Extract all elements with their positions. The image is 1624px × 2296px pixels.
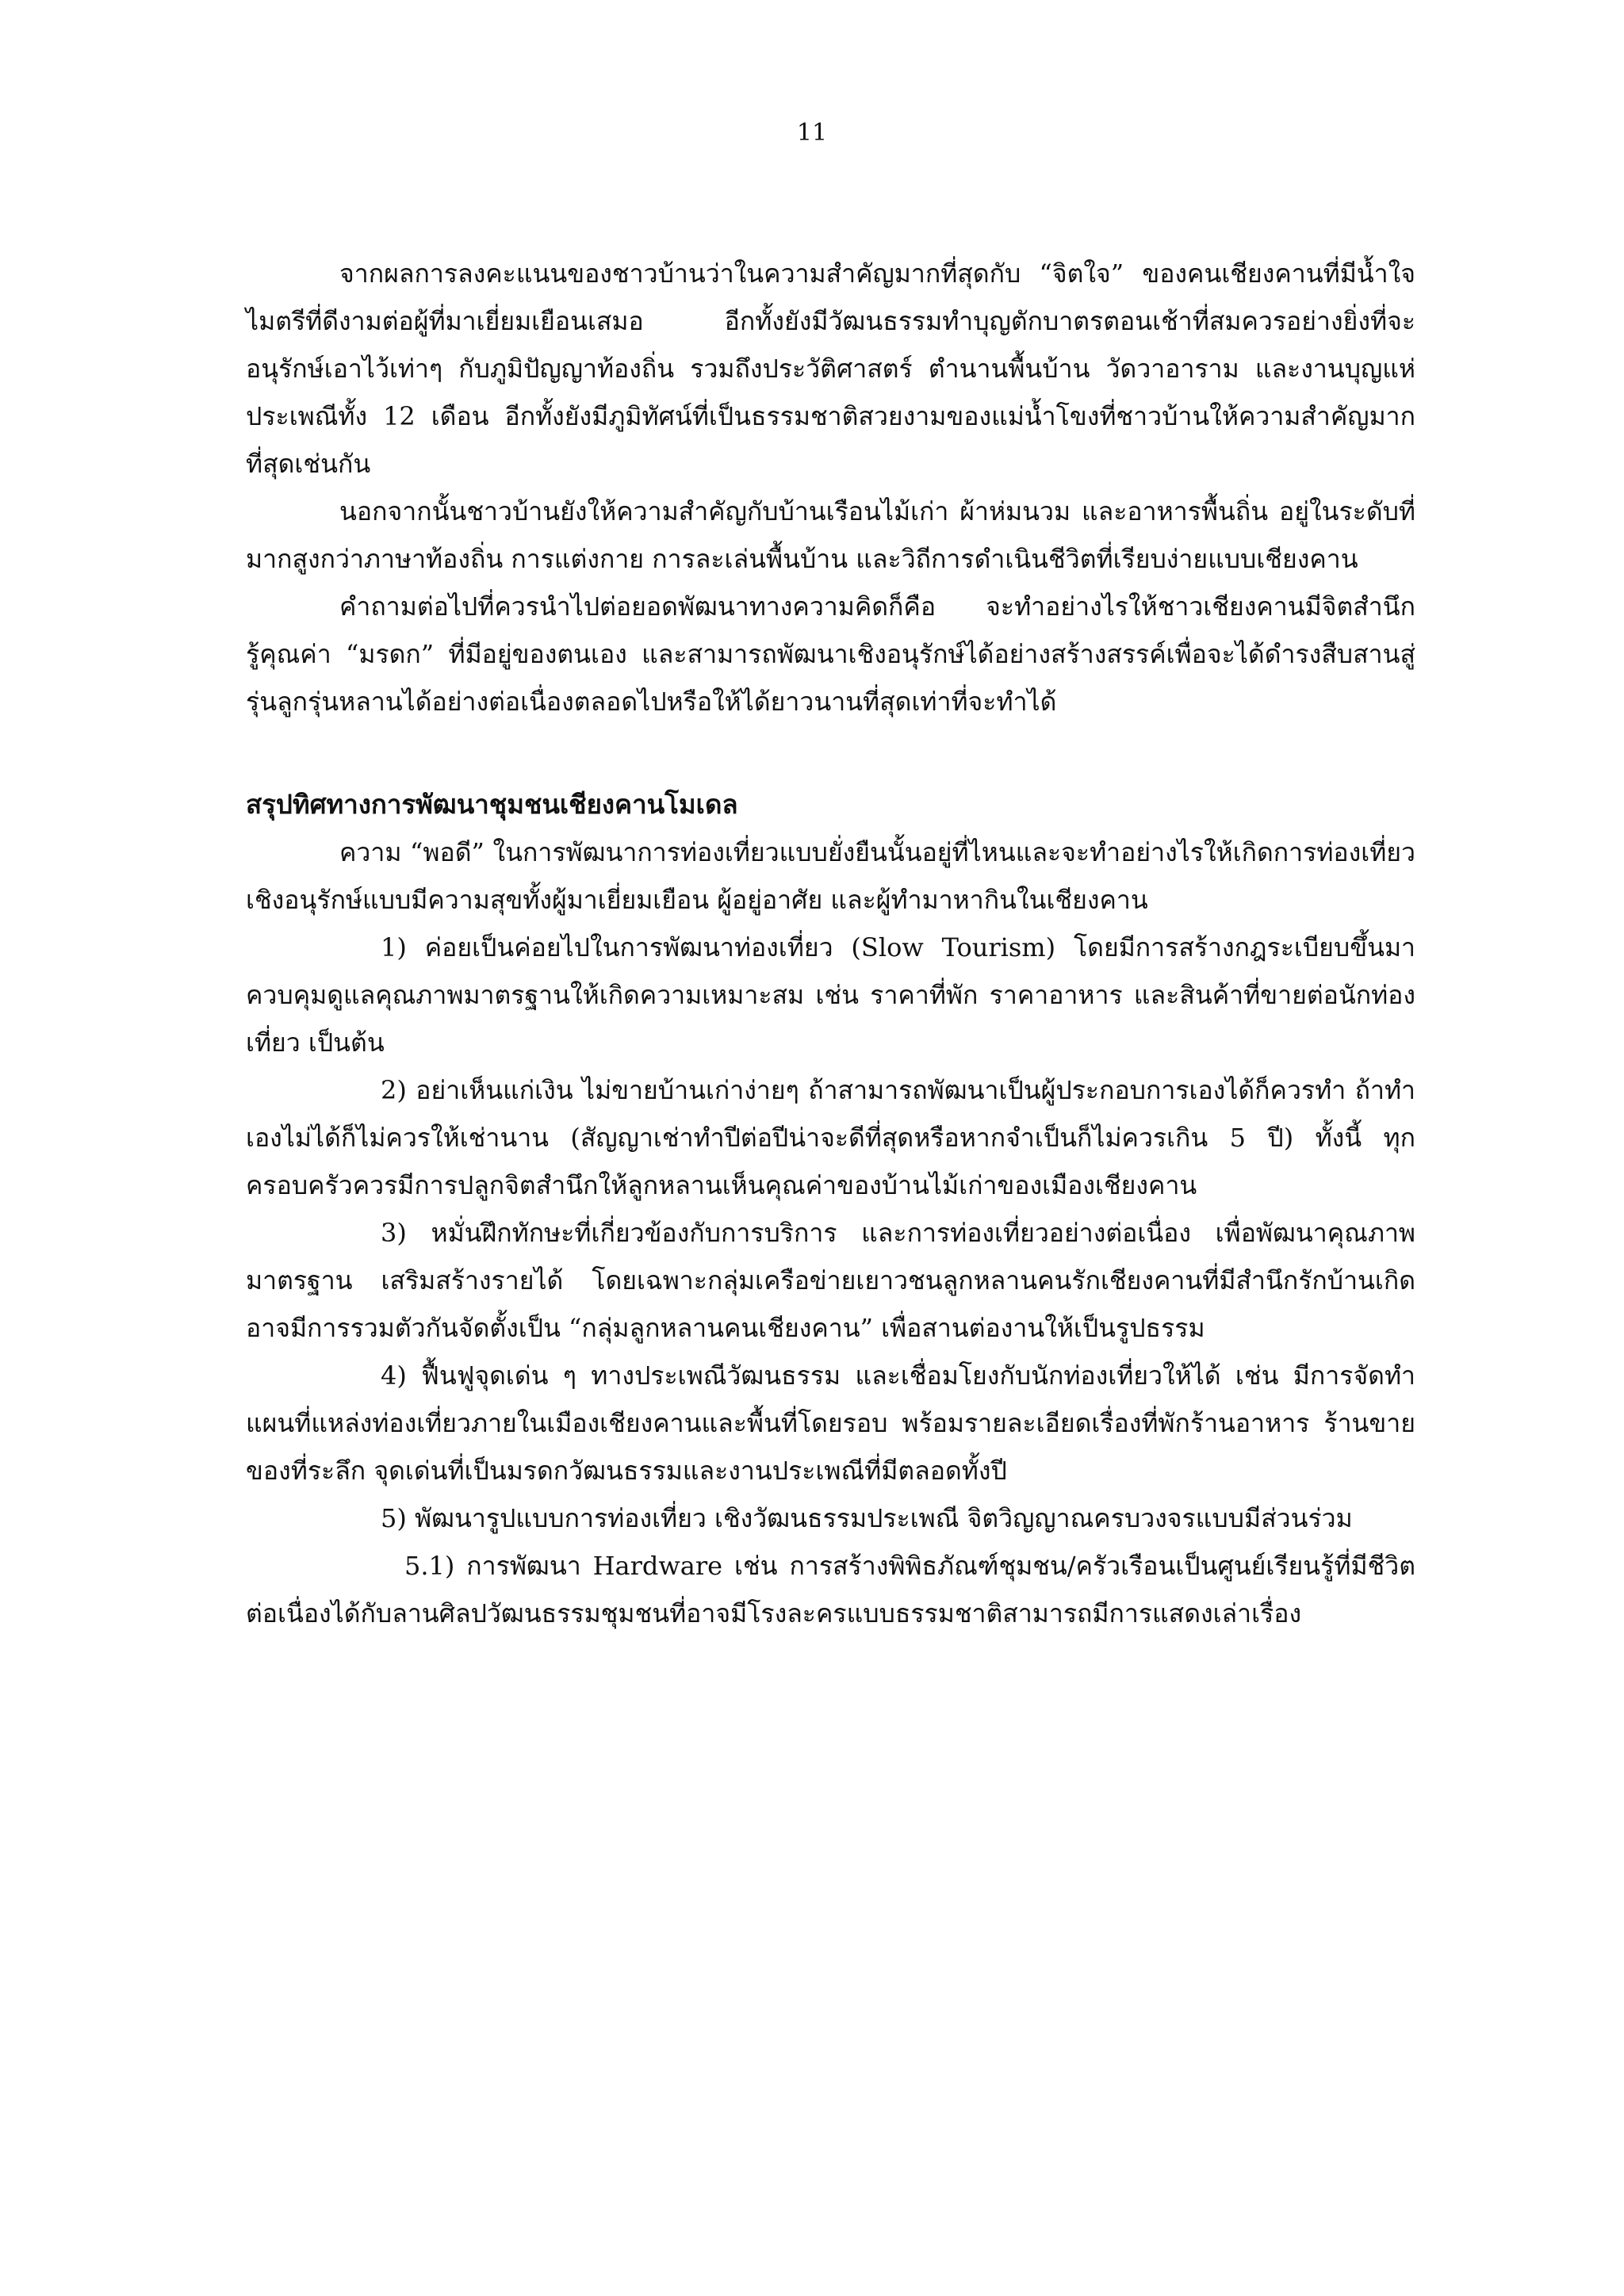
paragraph: นอกจากนั้นชาวบ้านยังให้ความสำคัญกับบ้านเรือนไม้เก่า ผ้าห่มนวม และอาหารพื้นถิ่น อยู่ในระดับที่มากสูงกว่าภาษาท้องถิ่น การแต่งกาย การละเล่นพื้นบ้าน และวิถีการดำเนินชีวิตที่เรียบง่ายแบบเชียงคาน <box>246 496 1415 574</box>
list-item: 3) หมั่นฝึกทักษะที่เกี่ยวข้องกับการบริการ และการท่องเที่ยวอย่างต่อเนื่อง เพื่อพัฒนาคุณภาพมาตรฐาน เสริมสร้างรายได้ โดยเฉพาะกลุ่มเครือข่ายเยาวชนลูกหลานคนรักเชียงคานที่มีสำนึกรักบ้านเกิดอาจมีการรวมตัวกันจัดตั้งเป็น “กลุ่มลูกหลานคนเชียงคาน” เพื่อสานต่องานให้เป็นรูปธรรม <box>246 1218 1415 1343</box>
sub-list-item: 5.1) การพัฒนา Hardware เช่น การสร้างพิพิธภัณฑ์ชุมชน/ครัวเรือนเป็นศูนย์เรียนรู้ที่มีชีวิตต่อเนื่องได้กับลานศิลปวัฒนธรรมชุมชนที่อาจมีโรงละครแบบธรรมชาติสามารถมีการแสดงเล่าเรื่อง <box>246 1551 1415 1628</box>
paragraph: คำถามต่อไปที่ควรนำไปต่อยอดพัฒนาทางความคิดก็คือ จะทำอย่างไรให้ชาวเชียงคานมีจิตสำนึก รู้คุณค่า “มรดก” ที่มีอยู่ของตนเอง และสามารถพัฒนาเชิงอนุรักษ์ได้อย่างสร้างสรรค์เพื่อจะได้ดำรงสืบสานสู่รุ่นลูกรุ่นหลานได้อย่างต่อเนื่องตลอดไปหรือให้ได้ยาวนานที่สุดเท่าที่จะทำได้ <box>246 591 1415 717</box>
page-number: 11 <box>796 119 828 147</box>
section-intro: ความ “พอดี” ในการพัฒนาการท่องเที่ยวแบบยั่งยืนนั้นอยู่ที่ไหนและจะทำอย่างไรให้เกิดการท่องเที่ยวเชิงอนุรักษ์แบบมีความสุขทั้งผู้มาเยี่ยมเยือน ผู้อยู่อาศัย และผู้ทำมาหากินในเชียงคาน <box>246 837 1415 915</box>
list-item: 1) ค่อยเป็นค่อยไปในการพัฒนาท่องเที่ยว (Slow Tourism) โดยมีการสร้างกฎระเบียบขึ้นมาควบคุมดูแลคุณภาพมาตรฐานให้เกิดความเหมาะสม เช่น ราคาที่พัก ราคาอาหาร และสินค้าที่ขายต่อนักท่องเที่ยว เป็นต้น <box>246 932 1415 1058</box>
section-heading: สรุปทิศทางการพัฒนาชุมชนเชียงคานโมเดล <box>246 789 738 820</box>
paragraph: จากผลการลงคะแนนของชาวบ้านว่าในความสำคัญมากที่สุดกับ “จิตใจ” ของคนเชียงคานที่มีน้ำใจไมตรีที่ดีงามต่อผู้ที่มาเยี่ยมเยือนเสมอ อีกทั้งยังมีวัฒนธรรมทำบุญตักบาตรตอนเช้าที่สมควรอย่างยิ่งที่จะอนุรักษ์เอาไว้เท่าๆ กับภูมิปัญญาท้องถิ่น รวมถึงประวัติศาสตร์ ตำนานพื้นบ้าน วัดวาอาราม และงานบุญแห่ประเพณีทั้ง 12 เดือน อีกทั้งยังมีภูมิทัศน์ที่เป็นธรรมชาติสวยงามของแม่น้ำโขงที่ชาวบ้านให้ความสำคัญมากที่สุดเช่นกัน <box>246 258 1415 479</box>
document-body <box>246 250 1415 1637</box>
list-item: 5) พัฒนารูปแบบการท่องเที่ยว เชิงวัฒนธรรมประเพณี จิตวิญญาณครบวงจรแบบมีส่วนร่วม <box>381 1503 1353 1533</box>
list-item: 2) อย่าเห็นแก่เงิน ไม่ขายบ้านเก่าง่ายๆ ถ้าสามารถพัฒนาเป็นผู้ประกอบการเองได้ก็ควรทำ ถ้าทำเองไม่ได้ก็ไม่ควรให้เช่านาน (สัญญาเช่าทำปีต่อปีน่าจะดีที่สุดหรือหากจำเป็นก็ไม่ควรเกิน 5 ปี) ทั้งนี้ ทุกครอบครัวควรมีการปลูกจิตสำนึกให้ลูกหลานเห็นคุณค่าของบ้านไม้เก่าของเมืองเชียงคาน <box>246 1075 1415 1200</box>
list-item: 4) ฟื้นฟูจุดเด่น ๆ ทางประเพณีวัฒนธรรม และเชื่อมโยงกับนักท่องเที่ยวให้ได้ เช่น มีการจัดทำแผนที่แหล่งท่องเที่ยวภายในเมืองเชียงคานและพื้นที่โดยรอบ พร้อมรายละเอียดเรื่องที่พักร้านอาหาร ร้านขายของที่ระลึก จุดเด่นที่เป็นมรดกวัฒนธรรมและงานประเพณีที่มีตลอดทั้งปี <box>246 1360 1415 1486</box>
